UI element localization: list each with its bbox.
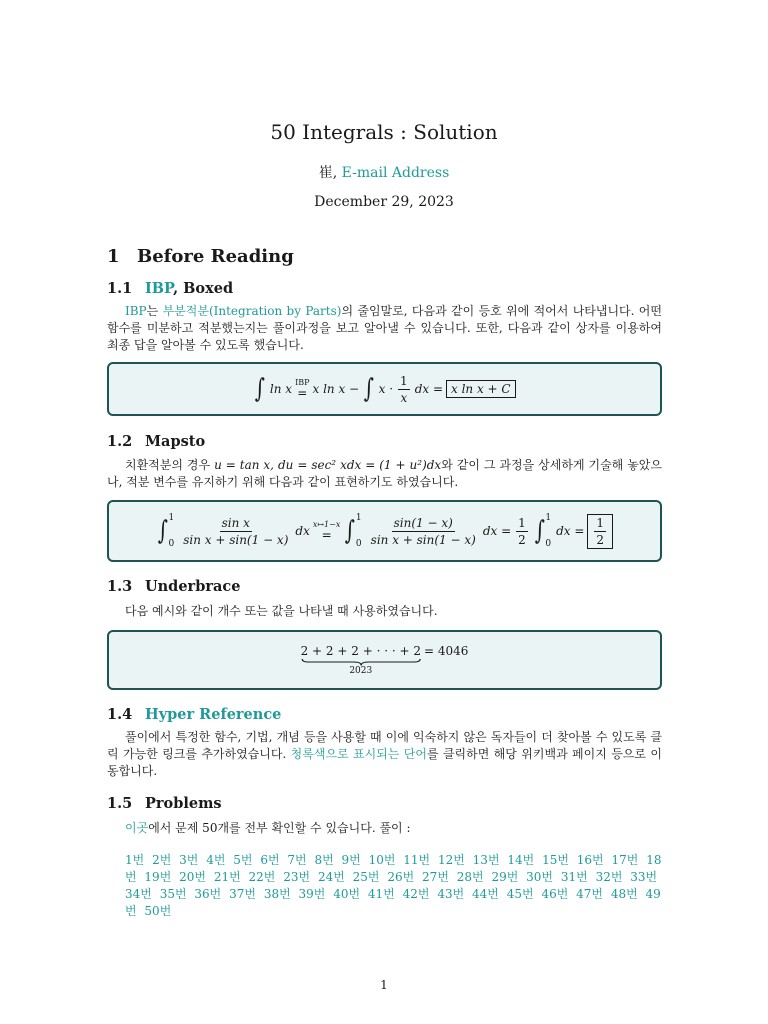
- paragraph-underbrace: 다음 예시와 같이 개수 또는 값을 나타낼 때 사용하였습니다.: [125, 604, 438, 618]
- integral-limits: [356, 513, 362, 549]
- hyper-reference-link[interactable]: Hyper Reference: [145, 706, 282, 723]
- equation-box-ibp: [107, 362, 662, 416]
- problem-link[interactable]: 47번: [576, 887, 604, 901]
- problem-link[interactable]: 17번: [611, 853, 639, 867]
- problem-link[interactable]: 32번: [595, 870, 623, 884]
- problem-link[interactable]: 35번: [159, 887, 187, 901]
- problem-links-list: [125, 852, 665, 920]
- inline-math: u = tan x, du = sec² xdx = (1 + u²)dx: [214, 458, 442, 472]
- numerator: 1: [400, 373, 408, 388]
- problem-link[interactable]: 50번: [144, 904, 172, 918]
- fraction: [181, 516, 290, 547]
- problem-link[interactable]: 7번: [287, 853, 307, 867]
- equals-sign: =: [321, 528, 332, 542]
- problem-link[interactable]: 2번: [152, 853, 172, 867]
- math-term: dx =: [414, 382, 444, 396]
- problem-link[interactable]: 46번: [541, 887, 569, 901]
- numerator: 1: [518, 515, 526, 530]
- problem-link[interactable]: 39번: [298, 887, 326, 901]
- section-heading: [107, 246, 294, 267]
- problem-link[interactable]: 26번: [387, 870, 415, 884]
- problem-link[interactable]: 14번: [507, 853, 535, 867]
- integral-sign: ∫: [157, 516, 168, 546]
- subsection-number: 1.2: [107, 433, 133, 450]
- subsection-heading-ibp: [107, 280, 233, 297]
- math-term: dx: [295, 524, 310, 538]
- underbrace-group: [301, 644, 421, 676]
- mapsto-equation: [156, 513, 613, 549]
- problem-link[interactable]: 1번: [125, 853, 145, 867]
- problem-link[interactable]: 36번: [194, 887, 222, 901]
- lower-limit: 0: [545, 539, 552, 549]
- problem-link[interactable]: 49번: [125, 887, 661, 918]
- denominator: sin x + sin(1 − x): [183, 532, 289, 547]
- document-title: 50 Integrals : Solution: [270, 120, 498, 144]
- section-number: 1: [107, 246, 120, 267]
- ibp-equals: [295, 379, 309, 399]
- math-term: dx =: [556, 524, 585, 538]
- math-term: x ln x −: [312, 382, 360, 396]
- subsection-heading-underbrace: [107, 578, 240, 595]
- sum-expression: 2 + 2 + 2 + · · · + 2: [300, 644, 421, 658]
- numerator: sin(1 − x): [393, 515, 453, 530]
- problem-link[interactable]: 21번: [213, 870, 241, 884]
- upper-limit: 1: [355, 513, 362, 523]
- problem-link[interactable]: 24번: [317, 870, 345, 884]
- problem-link[interactable]: 22번: [248, 870, 276, 884]
- integral-sign: ∫: [345, 516, 356, 546]
- ibp-link[interactable]: IBP: [145, 280, 174, 297]
- problem-link[interactable]: 25번: [352, 870, 380, 884]
- equation-box-mapsto: [107, 500, 662, 562]
- subsection-title: Problems: [145, 795, 222, 812]
- equals-sign: =: [297, 386, 308, 400]
- lower-limit: 0: [355, 539, 362, 549]
- fraction-answer: [594, 516, 606, 547]
- integral-limits: [545, 513, 551, 549]
- problem-link[interactable]: 20번: [179, 870, 206, 884]
- subsection-title: Underbrace: [145, 578, 241, 595]
- problem-link[interactable]: 41번: [367, 887, 395, 901]
- equals-annotation: IBP: [295, 378, 310, 387]
- problem-link[interactable]: 4번: [206, 853, 226, 867]
- subsection-number: 1.1: [107, 280, 133, 297]
- author-line: [0, 162, 768, 182]
- problem-link[interactable]: 40번: [333, 887, 361, 901]
- paragraph-hyperref: [107, 729, 662, 780]
- email-link[interactable]: E-mail Address: [341, 165, 450, 181]
- problem-link[interactable]: 31번: [560, 870, 588, 884]
- problem-link[interactable]: 12번: [437, 853, 465, 867]
- integral-limits: [168, 513, 174, 549]
- problem-link[interactable]: 5번: [233, 853, 253, 867]
- problems-link[interactable]: 이곳: [125, 821, 149, 835]
- ibp-equation: [253, 374, 515, 405]
- fraction: [369, 516, 478, 547]
- boxed-answer: x ln x + C: [446, 380, 516, 398]
- equation-box-underbrace: [107, 630, 662, 690]
- subsection-title-rest: , Boxed: [173, 280, 234, 297]
- problem-link[interactable]: 13번: [472, 853, 500, 867]
- problem-link[interactable]: 42번: [402, 887, 430, 901]
- problem-link[interactable]: 43번: [437, 887, 465, 901]
- underbrace-count: 2023: [349, 666, 373, 676]
- underbrace-icon: [301, 658, 421, 666]
- text: 에서 문제 50개를 전부 확인할 수 있습니다. 풀이 :: [148, 821, 411, 835]
- integral-sign: ∫: [534, 516, 545, 546]
- author-separator: ,: [332, 165, 338, 181]
- problem-link[interactable]: 3번: [179, 853, 199, 867]
- problem-link[interactable]: 28번: [456, 870, 484, 884]
- integration-by-parts-link[interactable]: 부분적분(Integration by Parts): [162, 304, 342, 318]
- problem-link[interactable]: 19번: [144, 870, 172, 884]
- numerator: 1: [596, 515, 605, 530]
- problem-link[interactable]: 27번: [422, 870, 449, 884]
- integral-sign: ∫: [363, 374, 374, 404]
- problem-link[interactable]: 33번: [630, 870, 658, 884]
- subsection-number: 1.4: [107, 706, 133, 723]
- page-number: 1: [380, 978, 388, 992]
- denominator: 2: [518, 532, 526, 547]
- problem-link[interactable]: 23번: [283, 870, 311, 884]
- problem-link[interactable]: 16번: [576, 853, 604, 867]
- numerator: sin x: [221, 515, 250, 530]
- text: 치환적분의 경우: [125, 458, 215, 472]
- problem-link[interactable]: 30번: [526, 870, 554, 884]
- subsection-heading-problems: [107, 795, 222, 812]
- denominator: 2: [596, 532, 605, 547]
- problem-link[interactable]: 37번: [229, 887, 256, 901]
- math-term: x ·: [378, 382, 394, 396]
- subsection-heading-hyperref: [107, 706, 281, 723]
- equals-annotation: x↦1−x: [312, 520, 341, 529]
- problem-link[interactable]: 11번: [403, 853, 431, 867]
- paragraph-ibp: [107, 303, 662, 354]
- problem-link[interactable]: 10번: [368, 853, 396, 867]
- problem-link[interactable]: 6번: [260, 853, 280, 867]
- denominator: sin x + sin(1 − x): [370, 532, 476, 547]
- text: 의 줄임말로, 다음과 같이 등호 위에 적어서 나타냅니다. 어떤 함수를 미분하고 적분했는지는 풀이과정을 보고 알아낼 수 있습니다. 또한, 다음과 같이 상자를 이용하여 최종 답을 알아볼 수 있도록 했습니다.: [107, 304, 662, 352]
- math-term: = 4046: [423, 644, 469, 658]
- mapsto-equals: [313, 521, 341, 541]
- paragraph-problems: [125, 820, 662, 837]
- subsection-title: Mapsto: [145, 433, 206, 450]
- integral-sign: ∫: [255, 374, 266, 404]
- problem-link[interactable]: 9번: [341, 853, 361, 867]
- text: 풀이에서 특정한 함수, 기법, 개념 등을 사용할 때 이에 익숙하지 않은 독자들이 더 찾아볼 수 있도록 클릭 가능한 링크를 추가하였습니다.: [107, 730, 662, 761]
- document-date: December 29, 2023: [314, 194, 454, 210]
- text: 는: [146, 304, 163, 318]
- text: 와 같이 그 과정을 상세하게 기술해 놓았으나, 적분 변수를 유지하기 위해 다음과 같이 표현하기도 하였습니다.: [107, 458, 662, 489]
- problem-link[interactable]: 15번: [542, 853, 569, 867]
- subsection-number: 1.3: [107, 578, 133, 595]
- lower-limit: 0: [168, 539, 175, 549]
- ibp-inline-link[interactable]: IBP: [125, 304, 147, 318]
- subsection-heading-mapsto: [107, 433, 205, 450]
- text: 를 클릭하면 해당 위키백과 페이지 등으로 이동합니다.: [107, 747, 662, 778]
- problem-link[interactable]: 34번: [125, 887, 152, 901]
- problem-link[interactable]: 38번: [263, 887, 291, 901]
- fraction: [398, 374, 410, 405]
- upper-limit: 1: [168, 513, 175, 523]
- problem-link[interactable]: 18번: [125, 853, 662, 884]
- math-term: dx =: [482, 524, 512, 538]
- boxed-answer: [587, 514, 613, 549]
- problem-link[interactable]: 45번: [506, 887, 534, 901]
- section-title: Before Reading: [137, 246, 294, 267]
- paragraph-mapsto: [107, 457, 662, 491]
- problem-link[interactable]: 29번: [491, 870, 519, 884]
- underbrace-equation: [301, 644, 469, 676]
- upper-limit: 1: [545, 513, 552, 523]
- denominator: x: [400, 390, 408, 405]
- teal-word-link[interactable]: 청록색으로 표시되는 단어: [290, 747, 427, 761]
- author-name: 崔: [318, 165, 333, 181]
- subsection-number: 1.5: [107, 795, 133, 812]
- problem-link[interactable]: 8번: [314, 853, 334, 867]
- problem-link[interactable]: 44번: [472, 887, 499, 901]
- fraction-half: [516, 516, 528, 547]
- math-term: ln x: [269, 382, 293, 396]
- problem-link[interactable]: 48번: [610, 887, 638, 901]
